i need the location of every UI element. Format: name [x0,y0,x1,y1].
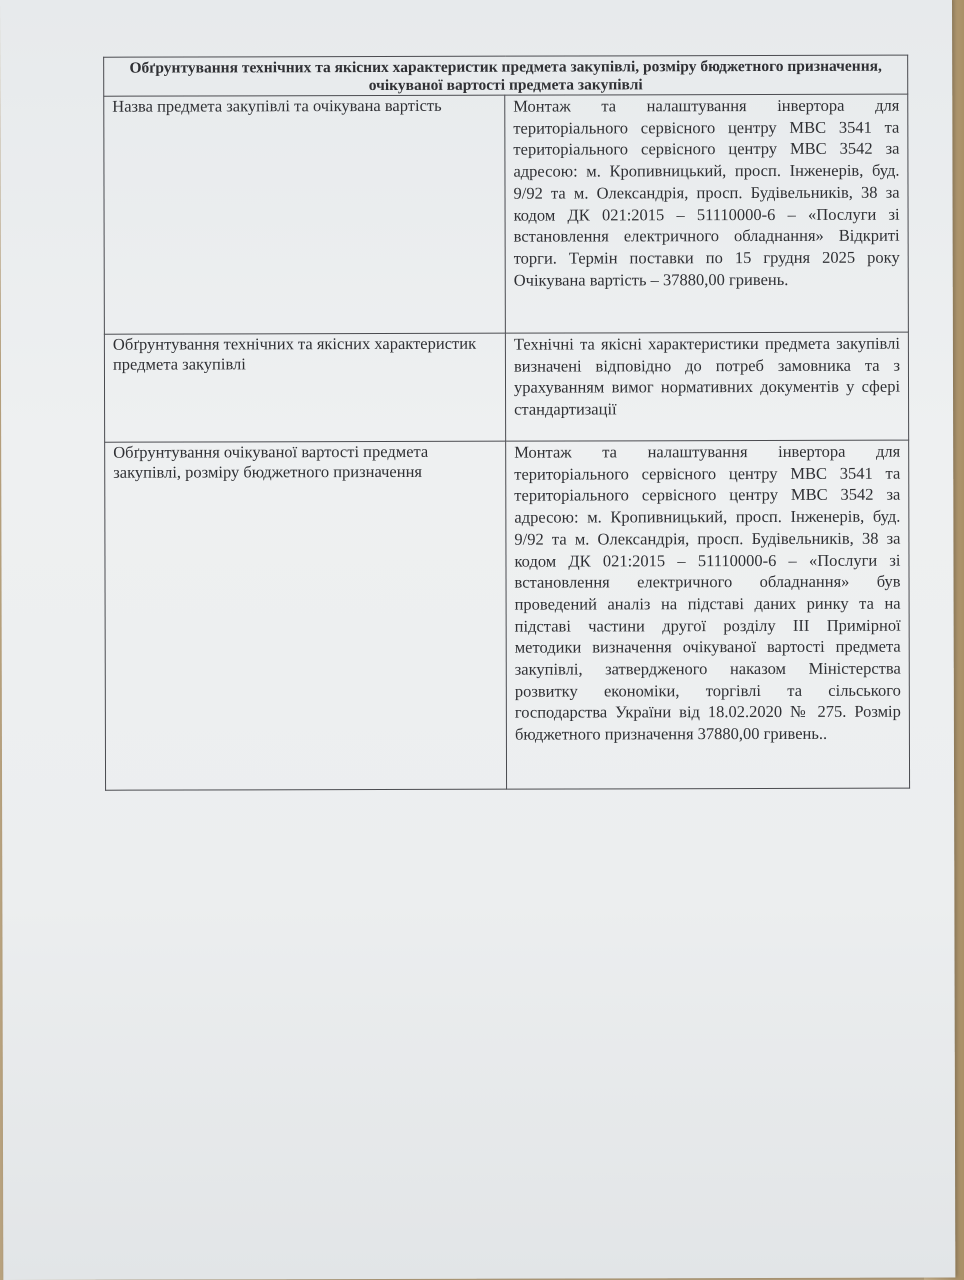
row-value: Технічні та якісні характеристики предмета закупівлі визначені відповідно до потреб замовника та з урахуванням вимог нормативних документів у сфері стандартизації [505,332,908,441]
row-value: Монтаж та налаштування інвертора для територіального сервісного центру МВС 3541 та територіального сервісного центру МВС 3542 за адресою: м. Кропивницький, просп. Інженерів, буд. 9/92 та м. Олександрія, просп. Будівельників, 38 за кодом ДК 021:2015 – 51110000-6 – «Послуги зі встановлення електричного обладнання» Відкриті торги. Термін поставки по 15 грудня 2025 року Очікувана вартість – 37880,00 гривень. [505,94,909,333]
table-heading: Обґрунтування технічних та якісних характеристик предмета закупівлі, розміру бюджетного призначення, очікуваної вартості предмета закупівлі [104,55,908,96]
row-label: Назва предмета закупівлі та очікувана вартість [104,95,506,334]
justification-table [103,55,910,791]
table-row [105,440,910,790]
row-label: Обґрунтування технічних та якісних характеристик предмета закупівлі [104,333,505,442]
row-value: Монтаж та налаштування інвертора для територіального сервісного центру МВС 3541 та територіального сервісного центру МВС 3542 за адресою: м. Кропивницький, просп. Інженерів, буд. 9/92 та м. Олександрія, просп. Будівельників, 38 за кодом ДК 021:2015 – 51110000-6 – «Послуги зі встановлення електричного обладнання» був проведений аналіз на підставі даних ринку та на підставі частини другої розділу ІІІ Примірної методики визначення очікуваної вартості предмета закупівлі, затвердженого наказом Міністерства розвитку економіки, торгівлі та сільського господарства України від 18.02.2020 № 275. Розмір бюджетного призначення 37880,00 гривень.. [506,440,910,789]
row-label: Обґрунтування очікуваної вартості предмета закупівлі, розміру бюджетного призначення [105,441,507,790]
table-row [104,94,909,334]
table-header-row [104,55,908,96]
table-row [104,332,908,442]
